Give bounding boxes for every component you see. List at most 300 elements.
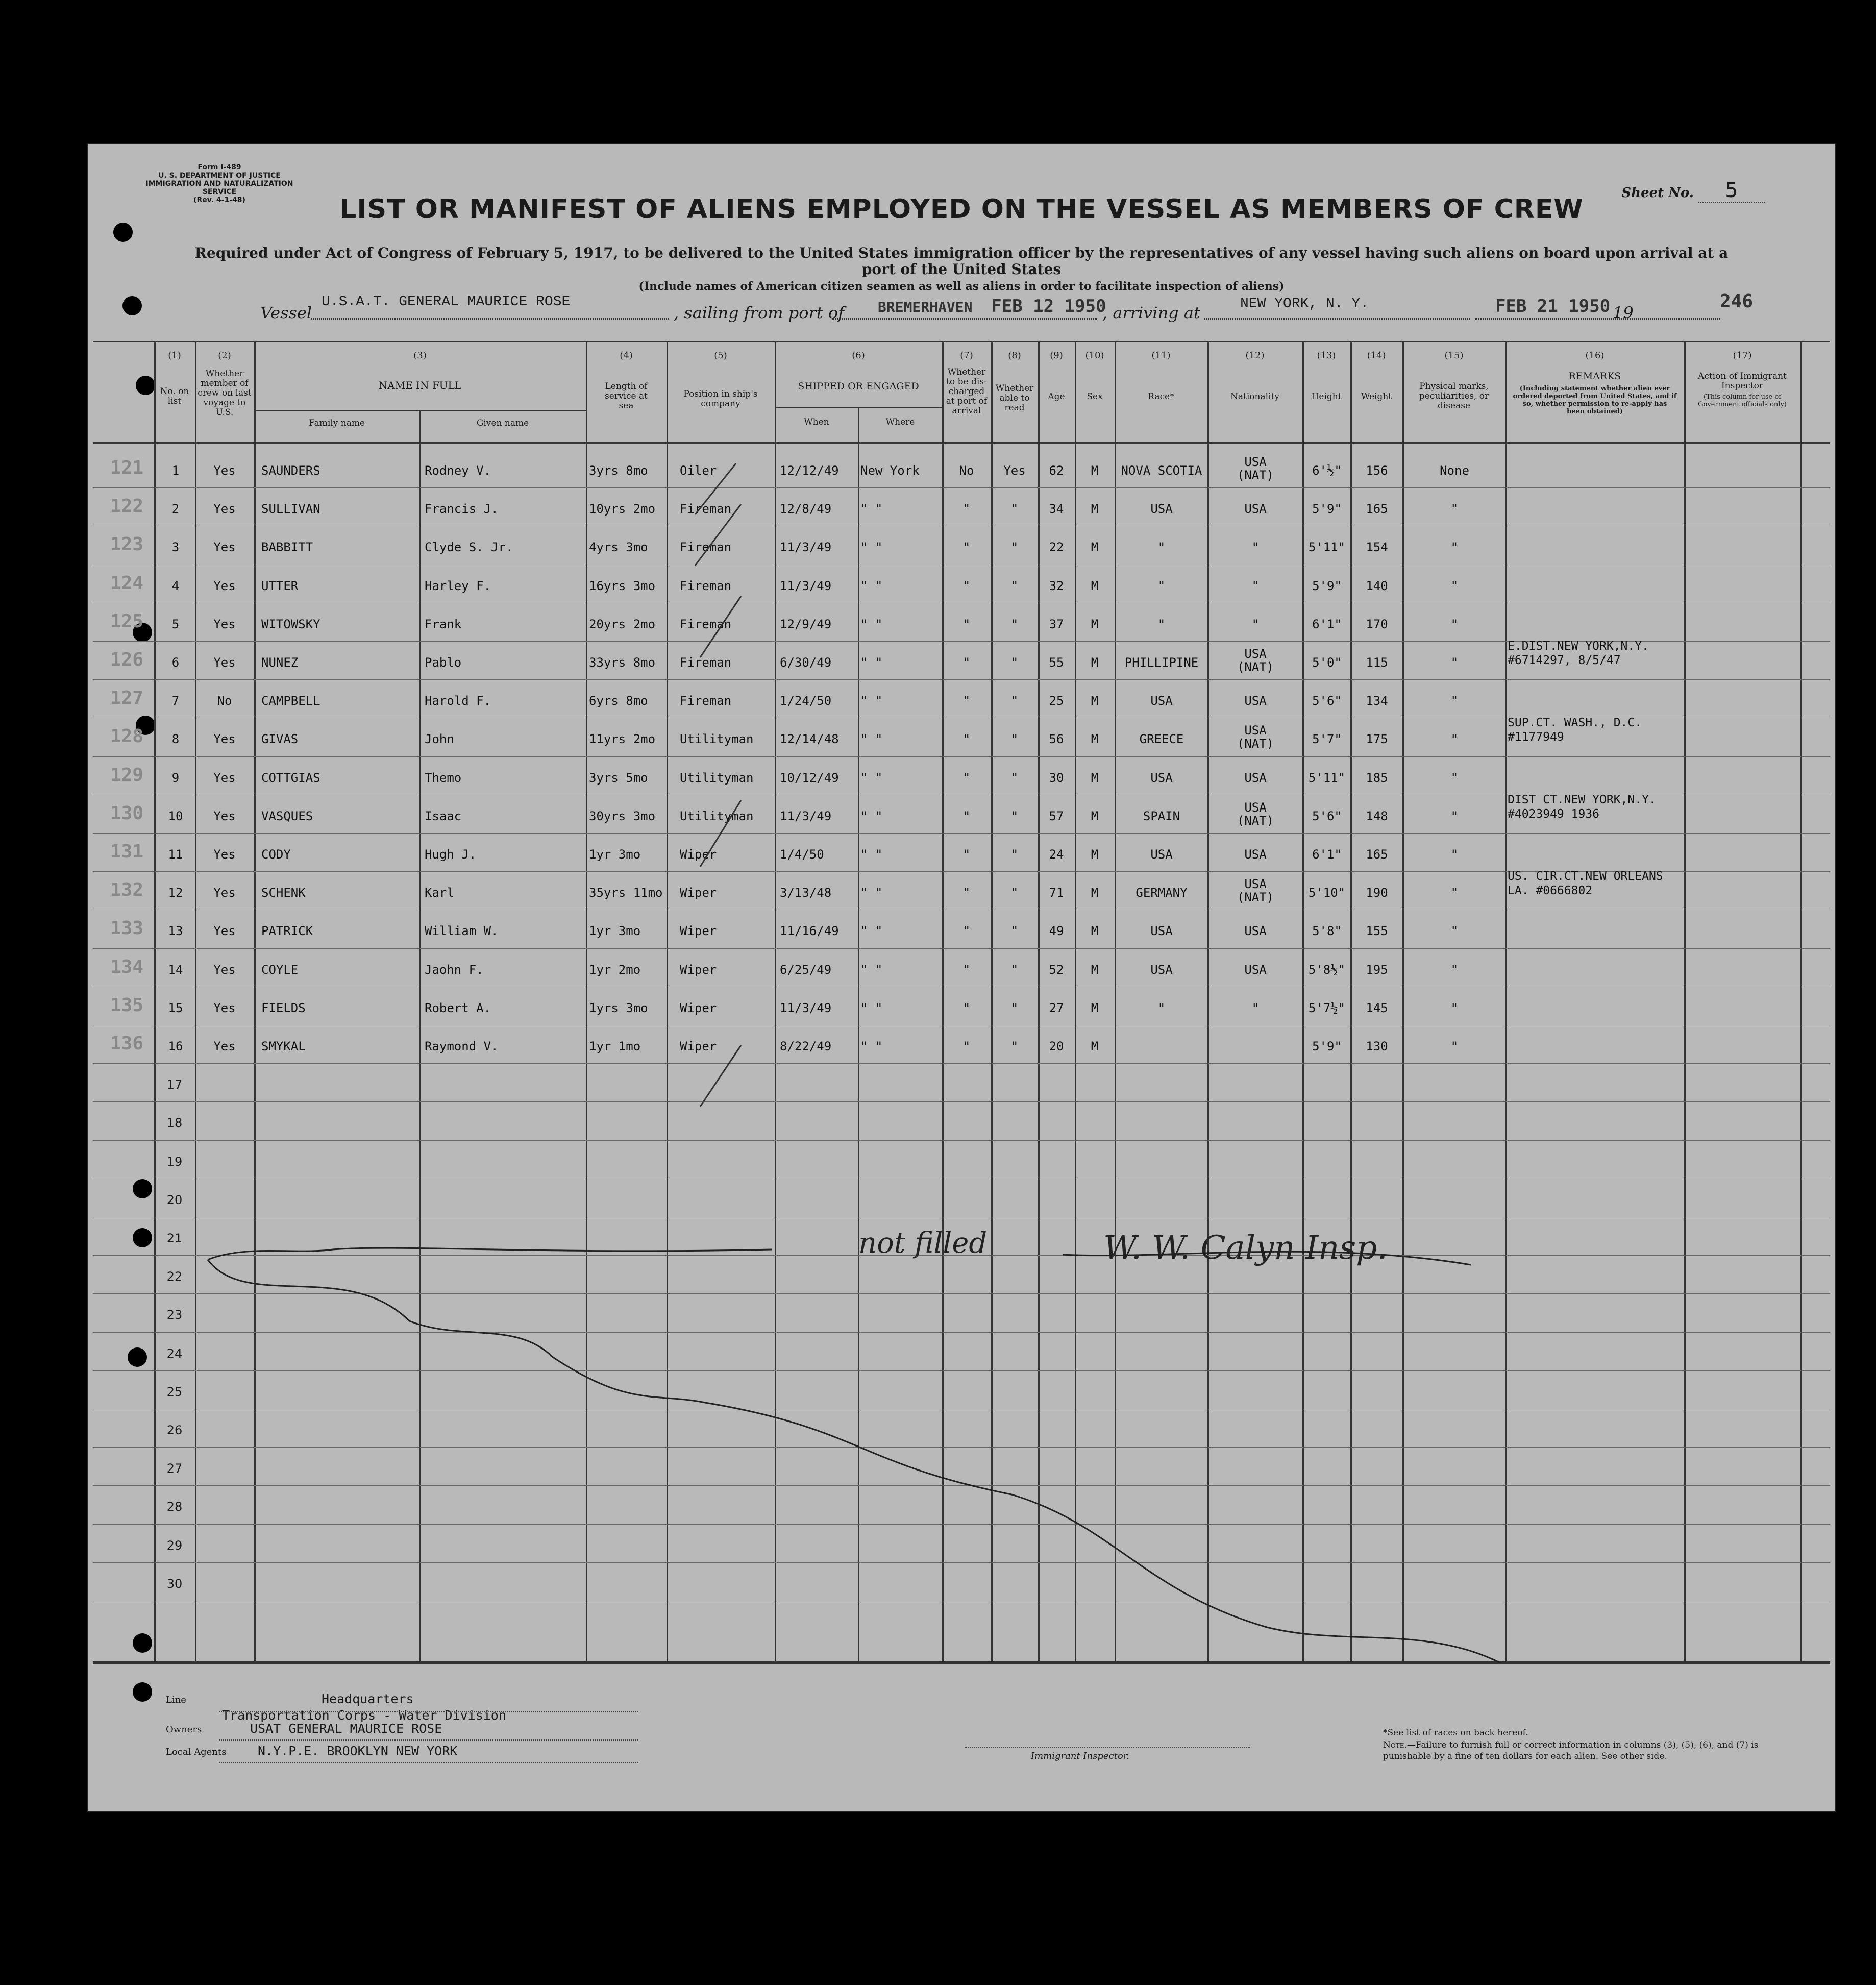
cell-marks: "	[1450, 886, 1459, 900]
cell-no: 1	[171, 463, 180, 478]
cell-height: 5'0"	[1312, 655, 1342, 670]
cell-position: Utilityman	[680, 732, 754, 747]
cell-marks: "	[1450, 540, 1459, 555]
cell-prev: Yes	[213, 1039, 236, 1053]
cell-race: "	[1157, 617, 1166, 631]
cell-no: 15	[168, 1000, 183, 1015]
cell-service: 35yrs 11mo	[589, 886, 663, 900]
form-number: Form I-489	[198, 163, 241, 171]
cell-weight: 155	[1366, 924, 1388, 939]
cell-remarks: SUP.CT. WASH., D.C. #1177949	[1508, 716, 1642, 744]
cell-prev: Yes	[213, 770, 236, 785]
header-family-name: Family name	[308, 418, 365, 428]
inspector-label: Immigrant Inspector.	[1031, 1751, 1130, 1761]
cell-marks: "	[1450, 502, 1459, 517]
cell-weight: 148	[1366, 808, 1388, 823]
cell-marks: "	[1450, 770, 1459, 785]
header-no-on-list: No. on list	[160, 386, 189, 406]
note-label: Note.	[1383, 1740, 1407, 1750]
penalty-note	[1383, 1739, 1791, 1762]
cell-family: SMYKAL	[261, 1039, 306, 1053]
cell-position: Utilityman	[680, 770, 754, 785]
sailing-label: , sailing from port of	[674, 303, 844, 323]
cell-family: UTTER	[261, 578, 299, 593]
cell-weight: 170	[1366, 617, 1388, 631]
cell-prev: Yes	[213, 463, 236, 478]
cell-no: 9	[171, 770, 180, 785]
cell-given: Harold F.	[425, 694, 491, 708]
cell-read: "	[1010, 1000, 1019, 1015]
cell-race: USA	[1150, 847, 1173, 862]
header-discharged: Whether to be dis-charged at port of arrival	[946, 367, 988, 416]
cell-height: 5'11"	[1308, 540, 1346, 555]
cell-when: 1/24/50	[780, 694, 832, 708]
cell-position: Wiper	[680, 924, 717, 939]
cell-given: Francis J.	[425, 502, 499, 517]
cell-height: 6'1"	[1312, 617, 1342, 631]
cell-disch: "	[962, 924, 971, 939]
cell-height: 5'9"	[1312, 578, 1342, 593]
header-where: Where	[885, 417, 915, 427]
cell-where: " "	[860, 502, 883, 517]
cell-disch: No	[959, 463, 974, 478]
cell-where: " "	[860, 732, 883, 747]
cell-weight: 156	[1366, 463, 1388, 478]
cell-when: 12/12/49	[780, 463, 839, 478]
cell-race: GREECE	[1139, 732, 1184, 747]
header-inspector-sub: (This column for use of Government officials only)	[1698, 393, 1787, 408]
col-num: (2)	[218, 350, 231, 361]
col-num: (3)	[413, 350, 427, 361]
cell-weight: 165	[1366, 847, 1388, 862]
vessel-label: Vessel	[260, 303, 312, 323]
cell-sex: M	[1091, 847, 1099, 862]
cell-marks: "	[1450, 924, 1459, 939]
cell-race: PHILLIPINE	[1124, 655, 1199, 670]
owners-value: USAT GENERAL MAURICE ROSE	[250, 1721, 442, 1736]
empty-row-number: 23	[166, 1308, 183, 1322]
cell-age: 34	[1049, 502, 1064, 517]
side-row-number: 136	[110, 1033, 144, 1054]
side-row-number: 130	[110, 802, 144, 824]
cell-family: WITOWSKY	[261, 617, 320, 631]
cell-position: Utilityman	[680, 808, 754, 823]
cell-read: "	[1010, 770, 1019, 785]
cell-service: 33yrs 8mo	[589, 655, 656, 670]
cell-weight: 185	[1366, 770, 1388, 785]
cell-disch: "	[962, 540, 971, 555]
cell-disch: "	[962, 847, 971, 862]
cell-where: " "	[860, 1000, 883, 1015]
cell-age: 49	[1049, 924, 1064, 939]
cell-sex: M	[1091, 694, 1099, 708]
cell-height: 5'8½"	[1308, 962, 1346, 977]
cell-where: " "	[860, 886, 883, 900]
cell-height: 5'9"	[1312, 502, 1342, 517]
cell-disch: "	[962, 502, 971, 517]
voyage-line	[87, 291, 1836, 327]
sailing-port: BREMERHAVEN	[878, 299, 973, 315]
cell-height: 5'8"	[1312, 924, 1342, 939]
cell-position: Fireman	[680, 617, 732, 631]
cell-family: COTTGIAS	[261, 770, 320, 785]
cell-where: " "	[860, 694, 883, 708]
cell-read: "	[1010, 924, 1019, 939]
cell-position: Fireman	[680, 655, 732, 670]
cell-race: NOVA SCOTIA	[1121, 463, 1202, 478]
cell-when: 11/16/49	[780, 924, 839, 939]
cell-nat: USA	[1244, 962, 1267, 977]
cell-height: 5'6"	[1312, 694, 1342, 708]
cell-read: "	[1010, 962, 1019, 977]
cell-given: Themo	[425, 770, 462, 785]
cell-where: New York	[860, 463, 920, 478]
cell-disch: "	[962, 1000, 971, 1015]
sheet-number-value: 5	[1698, 179, 1765, 203]
cell-age: 24	[1049, 847, 1064, 862]
cell-position: Fireman	[680, 502, 732, 517]
side-row-number: 129	[110, 764, 144, 786]
agents-label: Local Agents	[166, 1747, 227, 1757]
cell-race: USA	[1150, 924, 1173, 939]
cell-race: GERMANY	[1136, 886, 1188, 900]
col-num: (6)	[852, 350, 865, 361]
cell-no: 13	[168, 924, 183, 939]
side-row-number: 131	[110, 841, 144, 862]
cell-position: Wiper	[680, 886, 717, 900]
header-sex: Sex	[1087, 391, 1103, 402]
arrival-date: FEB 21 1950	[1495, 296, 1611, 316]
cell-prev: Yes	[213, 1000, 236, 1015]
empty-row-number: 29	[166, 1538, 183, 1553]
cell-no: 4	[171, 578, 180, 593]
cell-when: 11/3/49	[780, 1000, 832, 1015]
cell-height: 5'7½"	[1308, 1000, 1346, 1015]
sailing-field	[832, 296, 1106, 320]
cell-nat: "	[1251, 617, 1260, 631]
cell-disch: "	[962, 808, 971, 823]
cell-nat: USA	[1244, 502, 1267, 517]
cell-position: Wiper	[680, 1000, 717, 1015]
sailing-date: FEB 12 1950	[991, 296, 1106, 316]
cell-given: Clyde S. Jr.	[425, 540, 513, 555]
cell-family: PATRICK	[261, 924, 313, 939]
empty-row-number: 28	[166, 1500, 183, 1514]
cell-sex: M	[1091, 617, 1099, 631]
cell-prev: Yes	[213, 540, 236, 555]
line-value: Headquarters	[322, 1692, 414, 1706]
cell-sex: M	[1091, 578, 1099, 593]
requirement-text: Required under Act of Congress of February 5, 1917, to be delivered to the United States immigration officer by the representatives of any vessel having such aliens on board upon arrival at a port of the United States	[194, 244, 1729, 278]
col-num: (8)	[1008, 350, 1021, 361]
cell-family: NUNEZ	[261, 655, 299, 670]
cell-when: 1/4/50	[780, 847, 824, 862]
cell-age: 20	[1049, 1039, 1064, 1053]
cell-nat: USA (NAT)	[1237, 647, 1274, 674]
form-dept: U. S. DEPARTMENT OF JUSTICE	[158, 171, 281, 180]
cell-sex: M	[1091, 962, 1099, 977]
cell-disch: "	[962, 578, 971, 593]
header-name-in-full: NAME IN FULL	[378, 379, 462, 391]
cell-no: 3	[171, 540, 180, 555]
cell-when: 12/9/49	[780, 617, 832, 631]
cell-where: " "	[860, 655, 883, 670]
side-row-number: 127	[110, 688, 144, 709]
cell-read: "	[1010, 540, 1019, 555]
cell-marks: "	[1450, 1039, 1459, 1053]
cell-prev: Yes	[213, 617, 236, 631]
cell-weight: 190	[1366, 886, 1388, 900]
cell-age: 37	[1049, 617, 1064, 631]
cell-given: Jaohn F.	[425, 962, 484, 977]
cell-height: 6'½"	[1312, 463, 1342, 478]
cell-marks: None	[1440, 463, 1469, 478]
cell-sex: M	[1091, 502, 1099, 517]
cell-prev: No	[217, 694, 232, 708]
cell-service: 16yrs 3mo	[589, 578, 656, 593]
cell-no: 7	[171, 694, 180, 708]
cell-disch: "	[962, 770, 971, 785]
col-num: (7)	[960, 350, 973, 361]
cell-read: "	[1010, 694, 1019, 708]
vessel-field	[311, 296, 669, 320]
cell-disch: "	[962, 655, 971, 670]
cell-position: Oiler	[680, 463, 717, 478]
cell-no: 8	[171, 732, 180, 747]
cell-marks: "	[1450, 847, 1459, 862]
cell-weight: 195	[1366, 962, 1388, 977]
cell-prev: Yes	[213, 655, 236, 670]
cell-disch: "	[962, 617, 971, 631]
line-label: Line	[166, 1695, 186, 1705]
empty-row-number: 17	[166, 1077, 183, 1092]
cell-weight: 165	[1366, 502, 1388, 517]
cell-prev: Yes	[213, 578, 236, 593]
crew-table	[93, 341, 1830, 1663]
cell-family: FIELDS	[261, 1000, 306, 1015]
cell-service: 1yr 3mo	[589, 847, 641, 862]
cell-marks: "	[1450, 694, 1459, 708]
empty-row-number: 18	[166, 1116, 183, 1131]
cell-height: 6'1"	[1312, 847, 1342, 862]
cell-where: " "	[860, 770, 883, 785]
cell-marks: "	[1450, 732, 1459, 747]
cell-nat: USA	[1244, 770, 1267, 785]
cell-sex: M	[1091, 732, 1099, 747]
cell-remarks: DIST CT.NEW YORK,N.Y. #4023949 1936	[1508, 793, 1656, 821]
cell-nat: USA	[1244, 847, 1267, 862]
cell-read: "	[1010, 655, 1019, 670]
cell-weight: 130	[1366, 1039, 1388, 1053]
empty-row-number: 25	[166, 1384, 183, 1399]
empty-row-number: 22	[166, 1269, 183, 1284]
cell-nat: "	[1251, 540, 1260, 555]
cell-age: 55	[1049, 655, 1064, 670]
cell-disch: "	[962, 732, 971, 747]
side-row-number: 125	[110, 610, 144, 632]
cell-nat: "	[1251, 578, 1260, 593]
cell-family: CAMPBELL	[261, 694, 320, 708]
side-row-number: 128	[110, 726, 144, 747]
cell-sex: M	[1091, 770, 1099, 785]
cell-where: " "	[860, 847, 883, 862]
cell-given: Harley F.	[425, 578, 491, 593]
cell-height: 5'11"	[1308, 770, 1346, 785]
cell-prev: Yes	[213, 886, 236, 900]
cell-service: 1yr 2mo	[589, 962, 641, 977]
sheet-label: Sheet No.	[1621, 185, 1694, 201]
cell-marks: "	[1450, 808, 1459, 823]
col-num: (11)	[1151, 350, 1171, 361]
cell-read: Yes	[1003, 463, 1026, 478]
cell-given: William W.	[425, 924, 499, 939]
cell-sex: M	[1091, 1000, 1099, 1015]
side-row-number: 126	[110, 649, 144, 670]
cell-when: 11/3/49	[780, 540, 832, 555]
empty-row-number: 20	[166, 1192, 183, 1207]
cell-nat: USA (NAT)	[1237, 723, 1274, 751]
side-row-number: 133	[110, 918, 144, 939]
cell-given: Hugh J.	[425, 847, 477, 862]
cell-disch: "	[962, 1039, 971, 1053]
header-race: Race*	[1148, 391, 1174, 402]
empty-row-number: 21	[166, 1231, 183, 1245]
cell-when: 8/22/49	[780, 1039, 832, 1053]
cell-age: 22	[1049, 540, 1064, 555]
cell-read: "	[1010, 502, 1019, 517]
cell-no: 5	[171, 617, 180, 631]
inspector-signature: W. W. Calyn Insp.	[1103, 1229, 1388, 1267]
cell-when: 6/25/49	[780, 962, 832, 977]
cell-service: 10yrs 2mo	[589, 502, 656, 517]
cell-read: "	[1010, 847, 1019, 862]
side-row-number: 121	[110, 457, 144, 478]
cell-disch: "	[962, 694, 971, 708]
header-age: Age	[1048, 391, 1065, 402]
cell-disch: "	[962, 886, 971, 900]
cell-position: Wiper	[680, 1039, 717, 1053]
cell-marks: "	[1450, 962, 1459, 977]
cell-position: Fireman	[680, 540, 732, 555]
cell-given: Rodney V.	[425, 463, 491, 478]
cell-nat: USA	[1244, 924, 1267, 939]
header-given-name: Given name	[476, 418, 529, 428]
header-position: Position in ship's company	[683, 389, 758, 409]
cell-marks: "	[1450, 655, 1459, 670]
header-inspector-action: Action of Immigrant Inspector	[1698, 371, 1787, 391]
cell-service: 4yrs 3mo	[589, 540, 648, 555]
cell-age: 32	[1049, 578, 1064, 593]
cell-race: USA	[1150, 962, 1173, 977]
empty-row-number: 26	[166, 1423, 183, 1437]
cell-when: 3/13/48	[780, 886, 832, 900]
cell-no: 6	[171, 655, 180, 670]
agents-value: N.Y.P.E. BROOKLYN NEW YORK	[258, 1744, 458, 1758]
cell-where: " "	[860, 924, 883, 939]
cell-prev: Yes	[213, 924, 236, 939]
cell-read: "	[1010, 886, 1019, 900]
cell-marks: "	[1450, 617, 1459, 631]
cell-position: Wiper	[680, 847, 717, 862]
manifest-sheet	[87, 143, 1836, 1812]
col-num: (9)	[1050, 350, 1063, 361]
cell-given: Isaac	[425, 808, 462, 823]
col-num: (16)	[1585, 350, 1605, 361]
cell-race: "	[1157, 578, 1166, 593]
cell-no: 16	[168, 1039, 183, 1053]
cell-prev: Yes	[213, 847, 236, 862]
cell-weight: 134	[1366, 694, 1388, 708]
cell-race: USA	[1150, 502, 1173, 517]
cell-given: Robert A.	[425, 1000, 491, 1015]
arriving-field	[1204, 296, 1470, 320]
cell-race: "	[1157, 1000, 1166, 1015]
page-title: LIST OR MANIFEST OF ALIENS EMPLOYED ON THE VESSEL AS MEMBERS OF CREW	[339, 194, 1584, 225]
cell-height: 5'10"	[1308, 886, 1346, 900]
cell-when: 12/14/48	[780, 732, 839, 747]
cell-no: 14	[168, 962, 183, 977]
cell-when: 6/30/49	[780, 655, 832, 670]
cell-sex: M	[1091, 808, 1099, 823]
empty-row-number: 27	[166, 1461, 183, 1476]
year-label: 19	[1613, 303, 1634, 323]
cell-given: Frank	[425, 617, 462, 631]
cell-age: 56	[1049, 732, 1064, 747]
cell-weight: 154	[1366, 540, 1388, 555]
arriving-port: NEW YORK, N. Y.	[1240, 296, 1369, 312]
cell-where: " "	[860, 962, 883, 977]
owners-label: Owners	[166, 1724, 202, 1735]
cell-position: Fireman	[680, 694, 732, 708]
cell-marks: "	[1450, 578, 1459, 593]
cell-sex: M	[1091, 924, 1099, 939]
cell-no: 2	[171, 502, 180, 517]
cell-position: Fireman	[680, 578, 732, 593]
cell-service: 3yrs 5mo	[589, 770, 648, 785]
cell-family: SAUNDERS	[261, 463, 320, 478]
cell-read: "	[1010, 578, 1019, 593]
cell-prev: Yes	[213, 502, 236, 517]
cell-when: 12/8/49	[780, 502, 832, 517]
col-num: (10)	[1085, 350, 1104, 361]
cell-service: 1yr 1mo	[589, 1039, 641, 1053]
empty-row-number: 24	[166, 1346, 183, 1361]
cell-where: " "	[860, 540, 883, 555]
cell-no: 12	[168, 886, 183, 900]
cell-weight: 140	[1366, 578, 1388, 593]
cell-weight: 175	[1366, 732, 1388, 747]
cell-family: SULLIVAN	[261, 502, 320, 517]
side-row-number: 135	[110, 994, 144, 1016]
cell-service: 6yrs 8mo	[589, 694, 648, 708]
arrival-date-field	[1475, 296, 1720, 320]
cell-family: BABBITT	[261, 540, 313, 555]
col-num: (14)	[1367, 350, 1386, 361]
cell-where: " "	[860, 617, 883, 631]
note-text: —Failure to furnish full or correct information in columns (3), (5), (6), and (7) is punishable by a fine of ten dollars for each alien. See other side.	[1383, 1740, 1759, 1761]
include-note: (Include names of American citizen seamen as well as aliens in order to facilitate inspection of aliens)	[638, 280, 1285, 293]
cell-when: 11/3/49	[780, 578, 832, 593]
punch-hole	[113, 223, 133, 242]
header-able-to-read: Whether able to read	[995, 383, 1034, 413]
cell-family: VASQUES	[261, 808, 313, 823]
col-num: (17)	[1733, 350, 1752, 361]
cell-family: CODY	[261, 847, 291, 862]
cell-sex: M	[1091, 886, 1099, 900]
side-row-number: 124	[110, 572, 144, 594]
cell-age: 52	[1049, 962, 1064, 977]
cell-where: " "	[860, 1039, 883, 1053]
